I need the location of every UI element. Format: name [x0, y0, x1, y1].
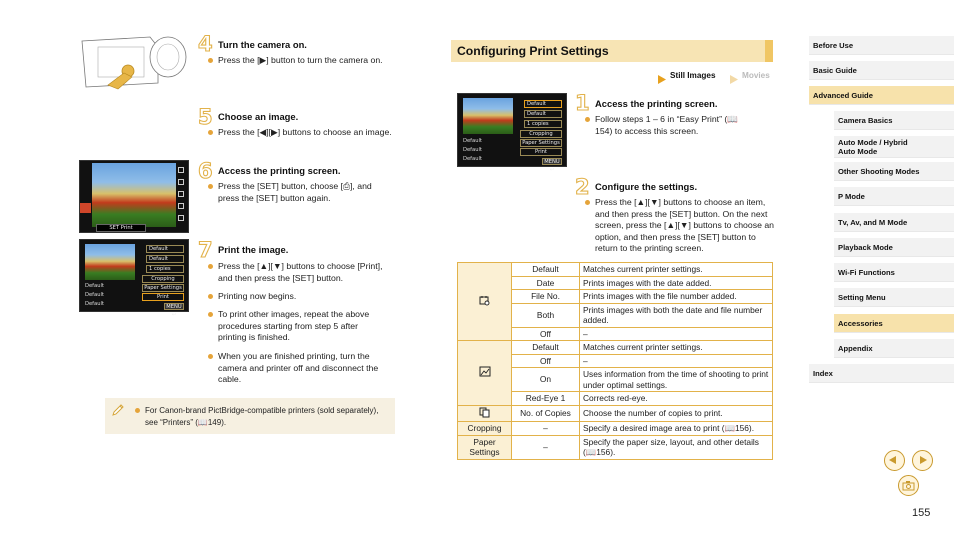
option-cell: Red-Eye 1 — [512, 392, 580, 406]
sidebar-item-camera-basics[interactable]: Camera Basics — [834, 111, 954, 130]
sidebar-item-p-mode[interactable]: P Mode — [834, 187, 954, 206]
sidebar-item-accessories[interactable]: Accessories — [834, 314, 954, 333]
option-cell: – — [512, 435, 580, 459]
table-row — [458, 263, 773, 277]
sidebar-item-auto-mode[interactable] — [834, 136, 954, 158]
erase-icon — [178, 215, 184, 221]
option-cell: Date — [512, 276, 580, 290]
sample-photo — [85, 244, 135, 280]
option-cell: Both — [512, 303, 580, 327]
lcd-option-box: Default — [146, 245, 184, 253]
description-cell: Matches current printer settings. — [580, 263, 773, 277]
option-cell: Off — [512, 327, 580, 341]
table-row — [458, 422, 773, 436]
step-number: 5 — [198, 105, 213, 129]
camera-power-illustration — [80, 35, 190, 90]
sidebar-item-other-shooting-modes[interactable]: Other Shooting Modes — [834, 162, 954, 181]
option-cell: File No. — [512, 290, 580, 304]
camera-lcd-print-settings-screen — [457, 93, 567, 173]
step-number: 7 — [198, 238, 213, 262]
print-menu-tab — [80, 203, 91, 213]
lcd-left-item: Default — [85, 301, 104, 307]
table-row — [458, 341, 773, 355]
lcd-left-item: Default — [463, 147, 482, 153]
description-cell: Prints images with both the date and file number added. — [580, 303, 773, 327]
section-heading — [451, 40, 773, 62]
lcd-left-item: Default — [85, 283, 104, 289]
description-cell: – — [580, 327, 773, 341]
lcd-option-box: 1 copies — [524, 120, 562, 128]
category-cell — [458, 405, 512, 422]
sidebar-item-before-use[interactable]: Before Use — [809, 36, 954, 55]
lcd-left-item: Default — [463, 156, 482, 162]
next-page-button[interactable] — [912, 450, 933, 471]
step-bullet: Press the [◀][▶] buttons to choose an image. — [208, 127, 398, 139]
image-optimize-icon — [479, 366, 491, 377]
category-cell — [458, 263, 512, 341]
step-number: 4 — [198, 32, 213, 56]
sample-photo — [463, 98, 513, 134]
description-cell: Uses information from the time of shooting to print under optimal settings. — [580, 368, 773, 392]
step-number: 6 — [198, 159, 213, 183]
description-cell: Corrects red-eye. — [580, 392, 773, 406]
print-settings-table — [457, 262, 773, 460]
lcd-option-box: Cropping — [520, 130, 562, 138]
step-bullet: When you are finished printing, turn the camera and printer off and disconnect the cable. — [208, 351, 388, 386]
description-cell: Specify the paper size, layout, and other details (📖156). — [580, 435, 773, 459]
camera-home-icon — [902, 480, 915, 491]
step-bullet: Printing now begins. — [208, 291, 388, 303]
lcd-option-box: Default — [146, 255, 184, 263]
mode-still-images: Still Images — [670, 71, 716, 80]
sidebar-item-appendix[interactable]: Appendix — [834, 339, 954, 358]
lcd-option-box: Cropping — [142, 275, 184, 283]
category-cell — [458, 341, 512, 406]
lcd-option-box-selected: Print — [142, 293, 184, 301]
sample-photo — [92, 163, 176, 227]
option-cell: No. of Copies — [512, 405, 580, 422]
step-title: Turn the camera on. — [218, 39, 307, 50]
page-number: 155 — [912, 507, 931, 519]
set-print-label: SET Print — [96, 224, 146, 232]
table-row — [458, 435, 773, 459]
mode-movies: Movies — [742, 71, 770, 80]
back-icon — [178, 167, 184, 173]
lcd-option-box: Paper Settings — [520, 139, 562, 147]
camera-lcd-playback-screen — [79, 160, 189, 233]
sidebar-item-wifi-functions[interactable]: Wi-Fi Functions — [834, 263, 954, 282]
previous-page-button[interactable] — [884, 450, 905, 471]
step-bullet: To print other images, repeat the above procedures starting from step 5 after printing is finished. — [208, 309, 388, 344]
sidebar-item-label: Auto Mode / Hybrid Auto Mode — [838, 137, 908, 156]
copies-icon — [479, 407, 491, 418]
protect-icon — [178, 203, 184, 209]
step-title: Access the printing screen. — [218, 165, 341, 176]
menu-icon — [178, 179, 184, 185]
option-cell: – — [512, 422, 580, 436]
lcd-option-box: Default — [524, 110, 562, 118]
step-title: Choose an image. — [218, 111, 299, 122]
step-number: 1 — [575, 91, 590, 115]
step-bullet: Press the [▲][▼] buttons to choose an item, and then press the [SET] button. On the next screen, press the [▲][▼] buttons to choose an option, and then press the [SET] button to return to the printing screen. — [585, 197, 777, 255]
section-heading-text: Configuring Print Settings — [457, 44, 609, 58]
sidebar-item-tv-av-m-mode[interactable]: Tv, Av, and M Mode — [834, 213, 954, 232]
step-bullet: Follow steps 1 – 6 in “Easy Print” (📖154) to access this screen. — [585, 114, 755, 137]
description-cell: – — [580, 354, 773, 368]
step-title: Access the printing screen. — [595, 98, 718, 109]
pencil-icon — [111, 403, 125, 417]
option-cell: On — [512, 368, 580, 392]
option-cell: Default — [512, 263, 580, 277]
lcd-option-box: 1 copies — [146, 265, 184, 273]
sidebar-item-setting-menu[interactable]: Setting Menu — [834, 288, 954, 307]
lcd-option-box: Paper Settings — [142, 284, 184, 292]
lcd-left-item: Default — [463, 138, 482, 144]
sidebar-item-playback-mode[interactable]: Playback Mode — [834, 238, 954, 257]
movies-arrow-icon — [730, 71, 738, 80]
option-cell: Off — [512, 354, 580, 368]
home-button[interactable] — [898, 475, 919, 496]
step-bullet: Press the [▶] button to turn the camera on. — [208, 55, 398, 67]
lcd-option-box: Print — [520, 148, 562, 156]
lcd-menu-label: MENU ↩ — [164, 303, 184, 310]
date-icon — [479, 295, 490, 306]
note-text: For Canon-brand PictBridge-compatible printers (sold separately), see “Printers” (📖149). — [135, 405, 393, 428]
step-title: Print the image. — [218, 244, 289, 255]
camera-lcd-print-screen — [79, 239, 189, 318]
description-cell: Prints images with the date added. — [580, 276, 773, 290]
description-cell: Prints images with the file number added. — [580, 290, 773, 304]
note-box — [105, 398, 395, 434]
still-images-arrow-icon — [658, 71, 666, 80]
category-cell: Cropping — [458, 422, 512, 436]
rotate-icon — [178, 191, 184, 197]
step-bullet: Press the [SET] button, choose [⎙], and press the [SET] button again. — [208, 181, 388, 204]
description-cell: Choose the number of copies to print. — [580, 405, 773, 422]
lcd-option-box-selected: Default — [524, 100, 562, 108]
table-row — [458, 405, 773, 422]
description-cell: Matches current printer settings. — [580, 341, 773, 355]
sidebar-item-advanced-guide[interactable]: Advanced Guide — [809, 86, 954, 105]
category-cell: Paper Settings — [458, 435, 512, 459]
step-bullet: Press the [▲][▼] buttons to choose [Print], and then press the [SET] button. — [208, 261, 388, 284]
option-cell: Default — [512, 341, 580, 355]
sidebar-item-index[interactable]: Index — [809, 364, 954, 383]
sidebar-item-basic-guide[interactable]: Basic Guide — [809, 61, 954, 80]
step-title: Configure the settings. — [595, 181, 698, 192]
lcd-menu-label: MENU ↩ — [542, 158, 562, 165]
step-number: 2 — [575, 175, 590, 199]
lcd-left-item: Default — [85, 292, 104, 298]
description-cell: Specify a desired image area to print (📖156). — [580, 422, 773, 436]
